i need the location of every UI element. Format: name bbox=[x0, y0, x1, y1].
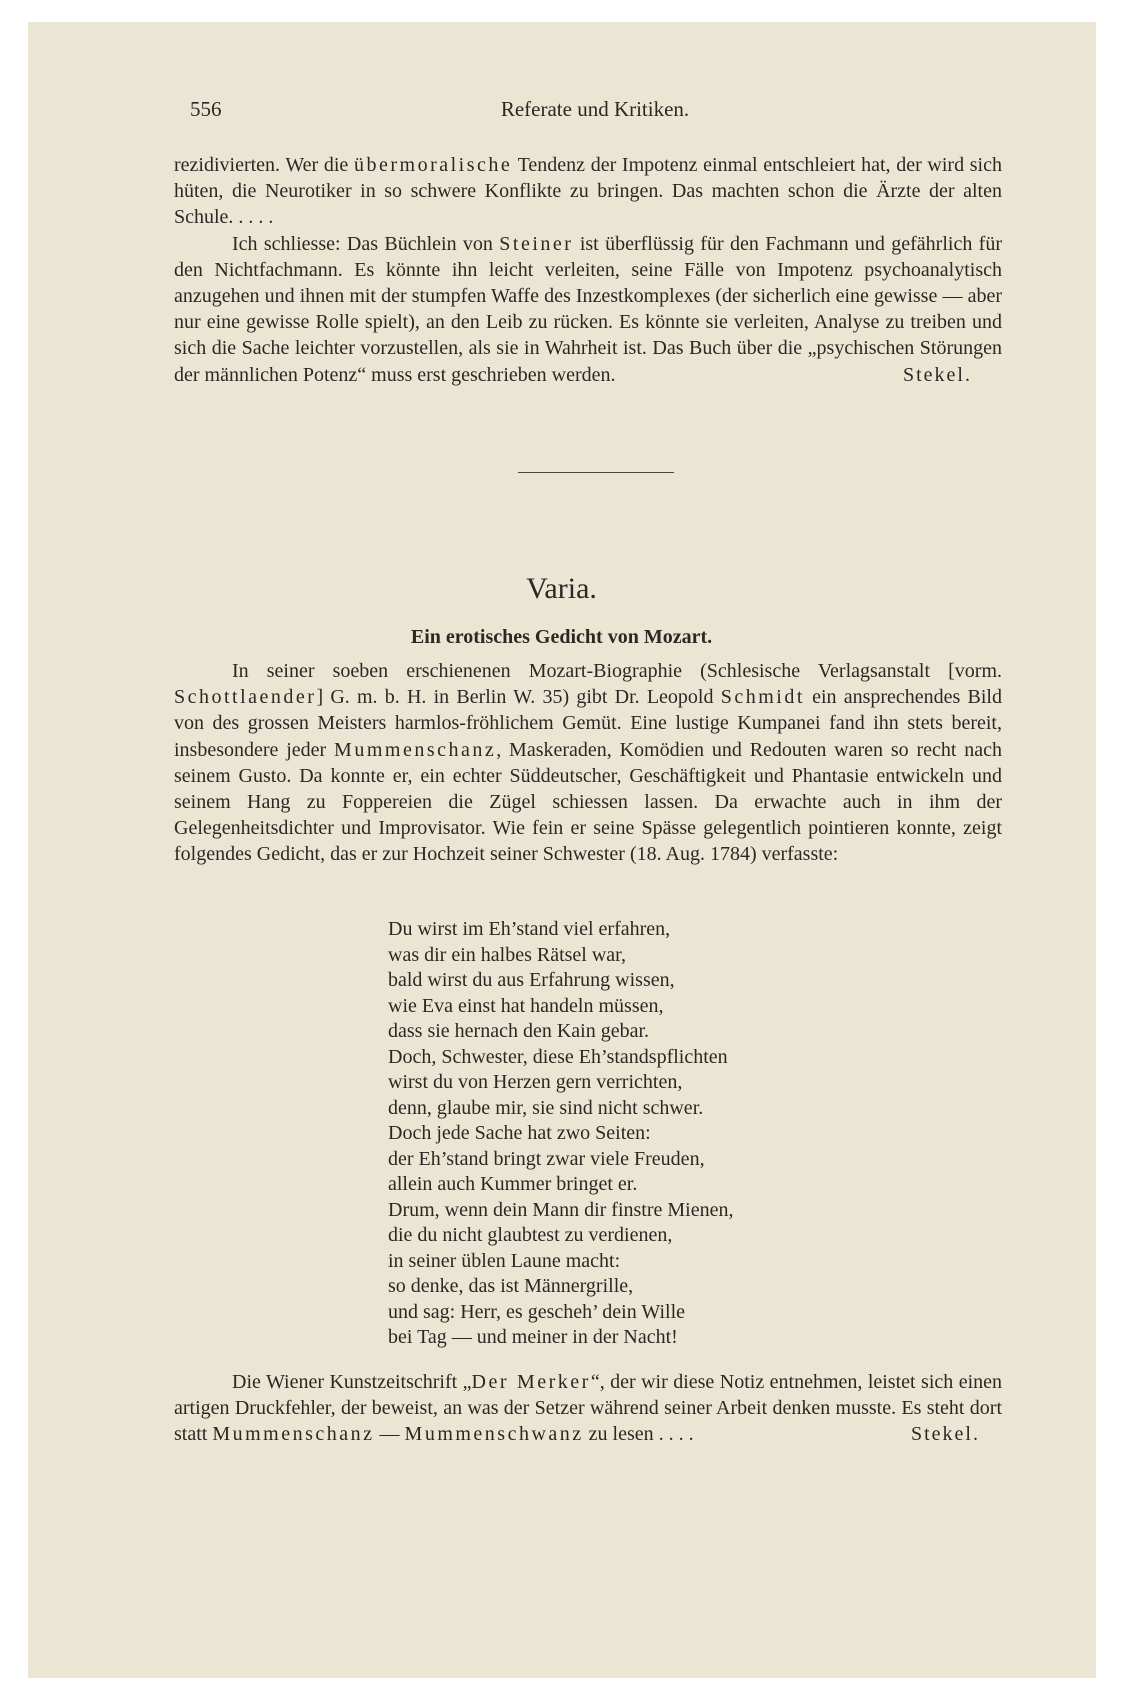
poem-line: dass sie hernach den Kain gebar. bbox=[388, 1020, 650, 1042]
poem-line: bei Tag — und meiner in der Nacht! bbox=[388, 1326, 678, 1348]
poem-line: allein auch Kummer bringet er. bbox=[388, 1173, 638, 1195]
article-signature: Stekel. bbox=[911, 1423, 980, 1446]
poem-line: was dir ein halbes Rätsel war, bbox=[388, 943, 627, 966]
page-header bbox=[190, 97, 1000, 127]
poem-line: wirst du von Herzen gern verrichten, bbox=[388, 1071, 683, 1093]
poem-line: und sag: Herr, es gescheh’ dein Wille bbox=[388, 1300, 686, 1323]
poem-line: Doch jede Sache hat zwo Seiten: bbox=[388, 1122, 651, 1144]
poem-line: so denke, das ist Männergrille, bbox=[388, 1275, 634, 1297]
review-paragraph-1: rezidivierten. Wer die übermoralische Tendenz der Impotenz einmal entschleiert hat, der wird sich hüten, die Neurotiker in so schwere Konflikte zu bringen. Das machten schon die Ärzte der alten Schule. . . . . bbox=[174, 154, 1002, 229]
poem-line: bald wirst du aus Erfahrung wissen, bbox=[388, 969, 675, 991]
page-number: 556 bbox=[190, 97, 222, 121]
article-intro: In seiner soeben erschienenen Mozart-Biographie (Schlesische Verlagsanstalt [vorm. Schottlaender] G. m. b. H. in Berlin W. 35) gibt Dr. Leopold Schmidt ein ansprechendes Bild von des grossen Meisters harmlos-fröhlichem Gemüt. Eine lustige Kumpanei fand ihn stets bereit, insbesondere jeder Mummenschanz, Maskeraden, Komödien und Redouten waren so recht nach seinem Gusto. Da konnte er, ein echter Süddeutscher, Geschäftigkeit und Phantasie entwickeln und seinem Hang zu Foppereien die Zügel schiessen lassen. Da erwachte auch in ihm der Gelegenheitsdichter und Improvisator. Wie fein er seine Spässe gelegentlich pointieren konnte, zeigt folgendes Gedicht, das er zur Hochzeit seiner Schwester (18. Aug. 1784) verfasste: bbox=[174, 660, 1003, 866]
poem-line: der Eh’stand bringt zwar viele Freuden, bbox=[388, 1147, 705, 1170]
poem-line: Drum, wenn dein Mann dir finstre Mienen, bbox=[388, 1198, 734, 1221]
article-outro: Die Wiener Kunstzeitschrift „Der Merker“, der wir diese Notiz entnehmen, leistet sich einen artigen Druckfehler, der beweist, an was der Setzer während seiner Arbeit denken musste. Es steht dort statt Mummenschanz — Mummenschwanz zu lesen . . . . Stekel. bbox=[174, 1369, 1002, 1448]
poem-line: Du wirst im Eh’stand viel erfahren, bbox=[388, 918, 671, 940]
poem-line: Doch, Schwester, diese Eh’standspflichten bbox=[388, 1045, 728, 1068]
poem-line: wie Eva einst hat handeln müssen, bbox=[388, 994, 664, 1017]
poem-line: denn, glaube mir, sie sind nicht schwer. bbox=[388, 1096, 704, 1119]
running-title: Referate und Kritiken. bbox=[500, 97, 690, 121]
section-title: Varia. bbox=[526, 572, 597, 605]
poem-line: in seiner üblen Laune macht: bbox=[388, 1249, 621, 1272]
poem-line: die du nicht glaubtest zu verdienen, bbox=[388, 1224, 673, 1246]
review-text bbox=[174, 152, 1002, 388]
poem bbox=[388, 917, 733, 1351]
article-title: Ein erotisches Gedicht von Mozart. bbox=[410, 626, 713, 648]
section-divider bbox=[518, 472, 674, 473]
review-paragraph-2: Ich schliesse: Das Büchlein von Steiner ist überflüssig für den Fachmann und gefährlich für den Nichtfachmann. Es könnte ihn leicht verleiten, seine Fälle von Impotenz psychoanalytisch anzugehen und ihnen mit der stumpfen Waffe des Inzestkomplexes (der sicherlich eine gewisse — aber nur eine gewisse Rolle spielt), an den Leib zu rücken. Es könnte sie verleiten, Analyse zu treiben und sich die Sache leichter vorzustellen, als sie in Wahrheit ist. Das Buch über die „psychischen Störungen der männlichen Potenz“ muss erst geschrieben werden. Stekel. bbox=[174, 231, 1002, 388]
review-signature: Stekel. bbox=[903, 363, 972, 386]
